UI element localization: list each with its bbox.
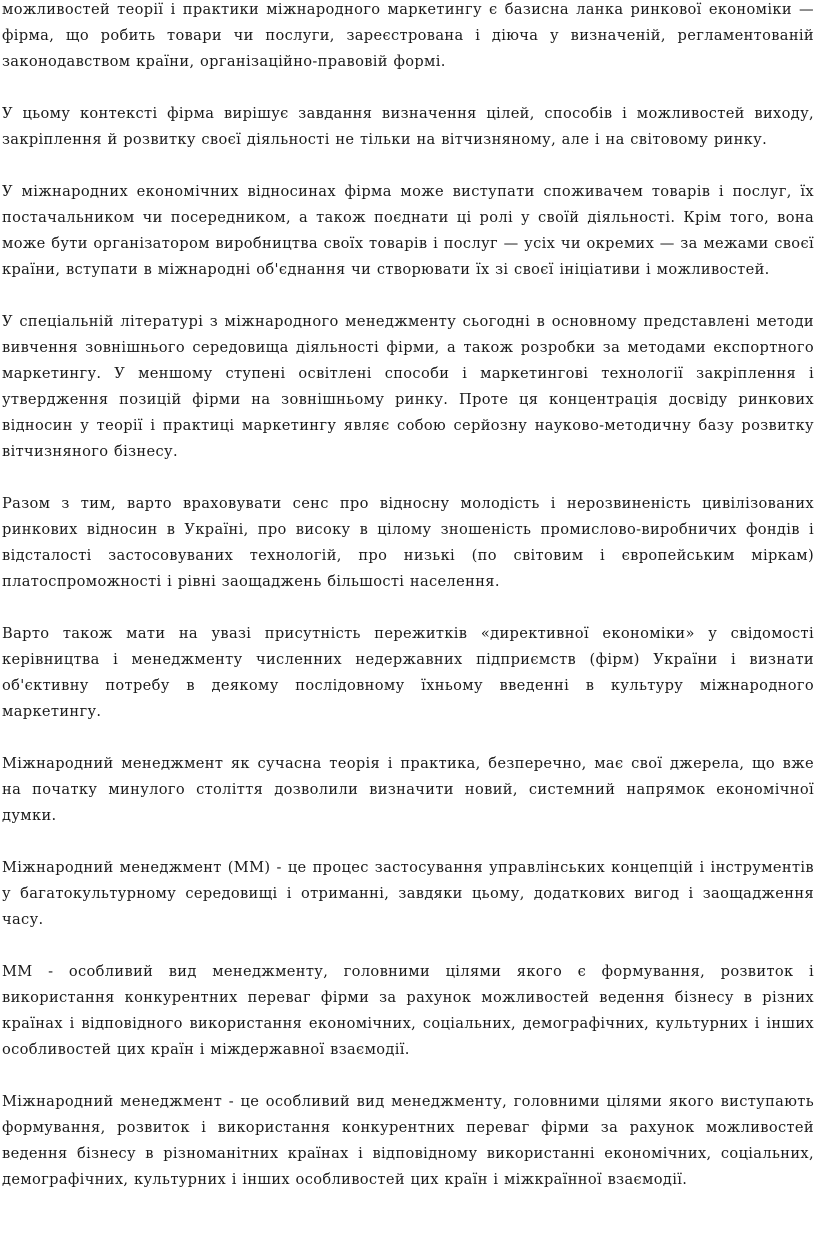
paragraph-5: Разом з тим, варто враховувати сенс про відносну молодість і нерозвиненість цивілізованих ринкових відносин в Україні, про високу в цілому зношеність промислово-виробничих фондів і відсталості застосовуваних технологій, про низькі (по світовим і європейським міркам) платоспроможності і рівні заощаджень більшості населення. <box>2 495 814 590</box>
paragraph-7: Міжнародний менеджмент як сучасна теорія і практика, безперечно, має свої джерела, що вже на початку минулого століття дозволили визначити новий, системний напрямок економічної думки. <box>2 755 814 824</box>
paragraph-6: Варто також мати на увазі присутність пережитків «директивної економіки» у свідомості керівництва і менеджменту численних недержавних підприємств (фірм) України і визнати об'єктивну потребу в деякому послідовному їхньому введенні в культуру міжнародного маркетингу. <box>2 625 814 720</box>
paragraph-9: ММ - особливий вид менеджменту, головними цілями якого є формування, розвиток і використання конкурентних переваг фірми за рахунок можливостей ведення бізнесу в різних країнах і відповідного використання економічних, соціальних, демографічних, культурних і інших особливостей цих країн і міждержавної взаємодії. <box>2 963 814 1058</box>
paragraph-10: Міжнародний менеджмент - це особливий вид менеджменту, головними цілями якого виступають формування, розвиток і використання конкурентних переваг фірми за рахунок можливостей ведення бізнесу в різноманітних країнах і відповідному використанні економічних, соціальних, демографічних, культурних і інших особливостей цих країн і міжкраїнної взаємодії. <box>2 1093 814 1188</box>
paragraph-3: У міжнародних економічних відносинах фірма може виступати споживачем товарів і послуг, їх постачальником чи посередником, а також поєднати ці ролі у своїй діяльності. Крім того, вона може бути організатором виробництва своїх товарів і послуг — усіх чи окремих — за межами своєї країни, вступати в міжнародні об'єднання чи створювати їх зі своєї ініціативи і можливостей. <box>2 183 814 278</box>
paragraph-8: Міжнародний менеджмент (ММ) - це процес застосування управлінських концепцій і інструментів у багатокультурному середовищі і отриманні, завдяки цьому, додаткових вигод і заощадження часу. <box>2 859 814 928</box>
paragraph-2: У цьому контексті фірма вирішує завдання визначення цілей, способів і можливостей виходу, закріплення й розвитку своєї діяльності не тільки на вітчизняному, але і на світовому ринку. <box>2 105 814 148</box>
paragraph-1: можливостей теорії і практики міжнародного маркетингу є базисна ланка ринкової економіки — фірма, що робить товари чи послуги, зареєстрована і діюча у визначеній, регламентованій законодавством країни, організаційно-правовій формі. <box>2 1 814 70</box>
paragraph-4: У спеціальній літературі з міжнародного менеджменту сьогодні в основному представлені методи вивчення зовнішнього середовища діяльності фірми, а також розробки за методами експортного маркетингу. У меншому ступені освітлені способи і маркетингові технології закріплення і утвердження позицій фірми на зовнішньому ринку. Проте ця концентрація досвіду ринкових відносин у теорії і практиці маркетингу являє собою серйозну науково-методичну базу розвитку вітчизняного бізнесу. <box>2 313 814 460</box>
